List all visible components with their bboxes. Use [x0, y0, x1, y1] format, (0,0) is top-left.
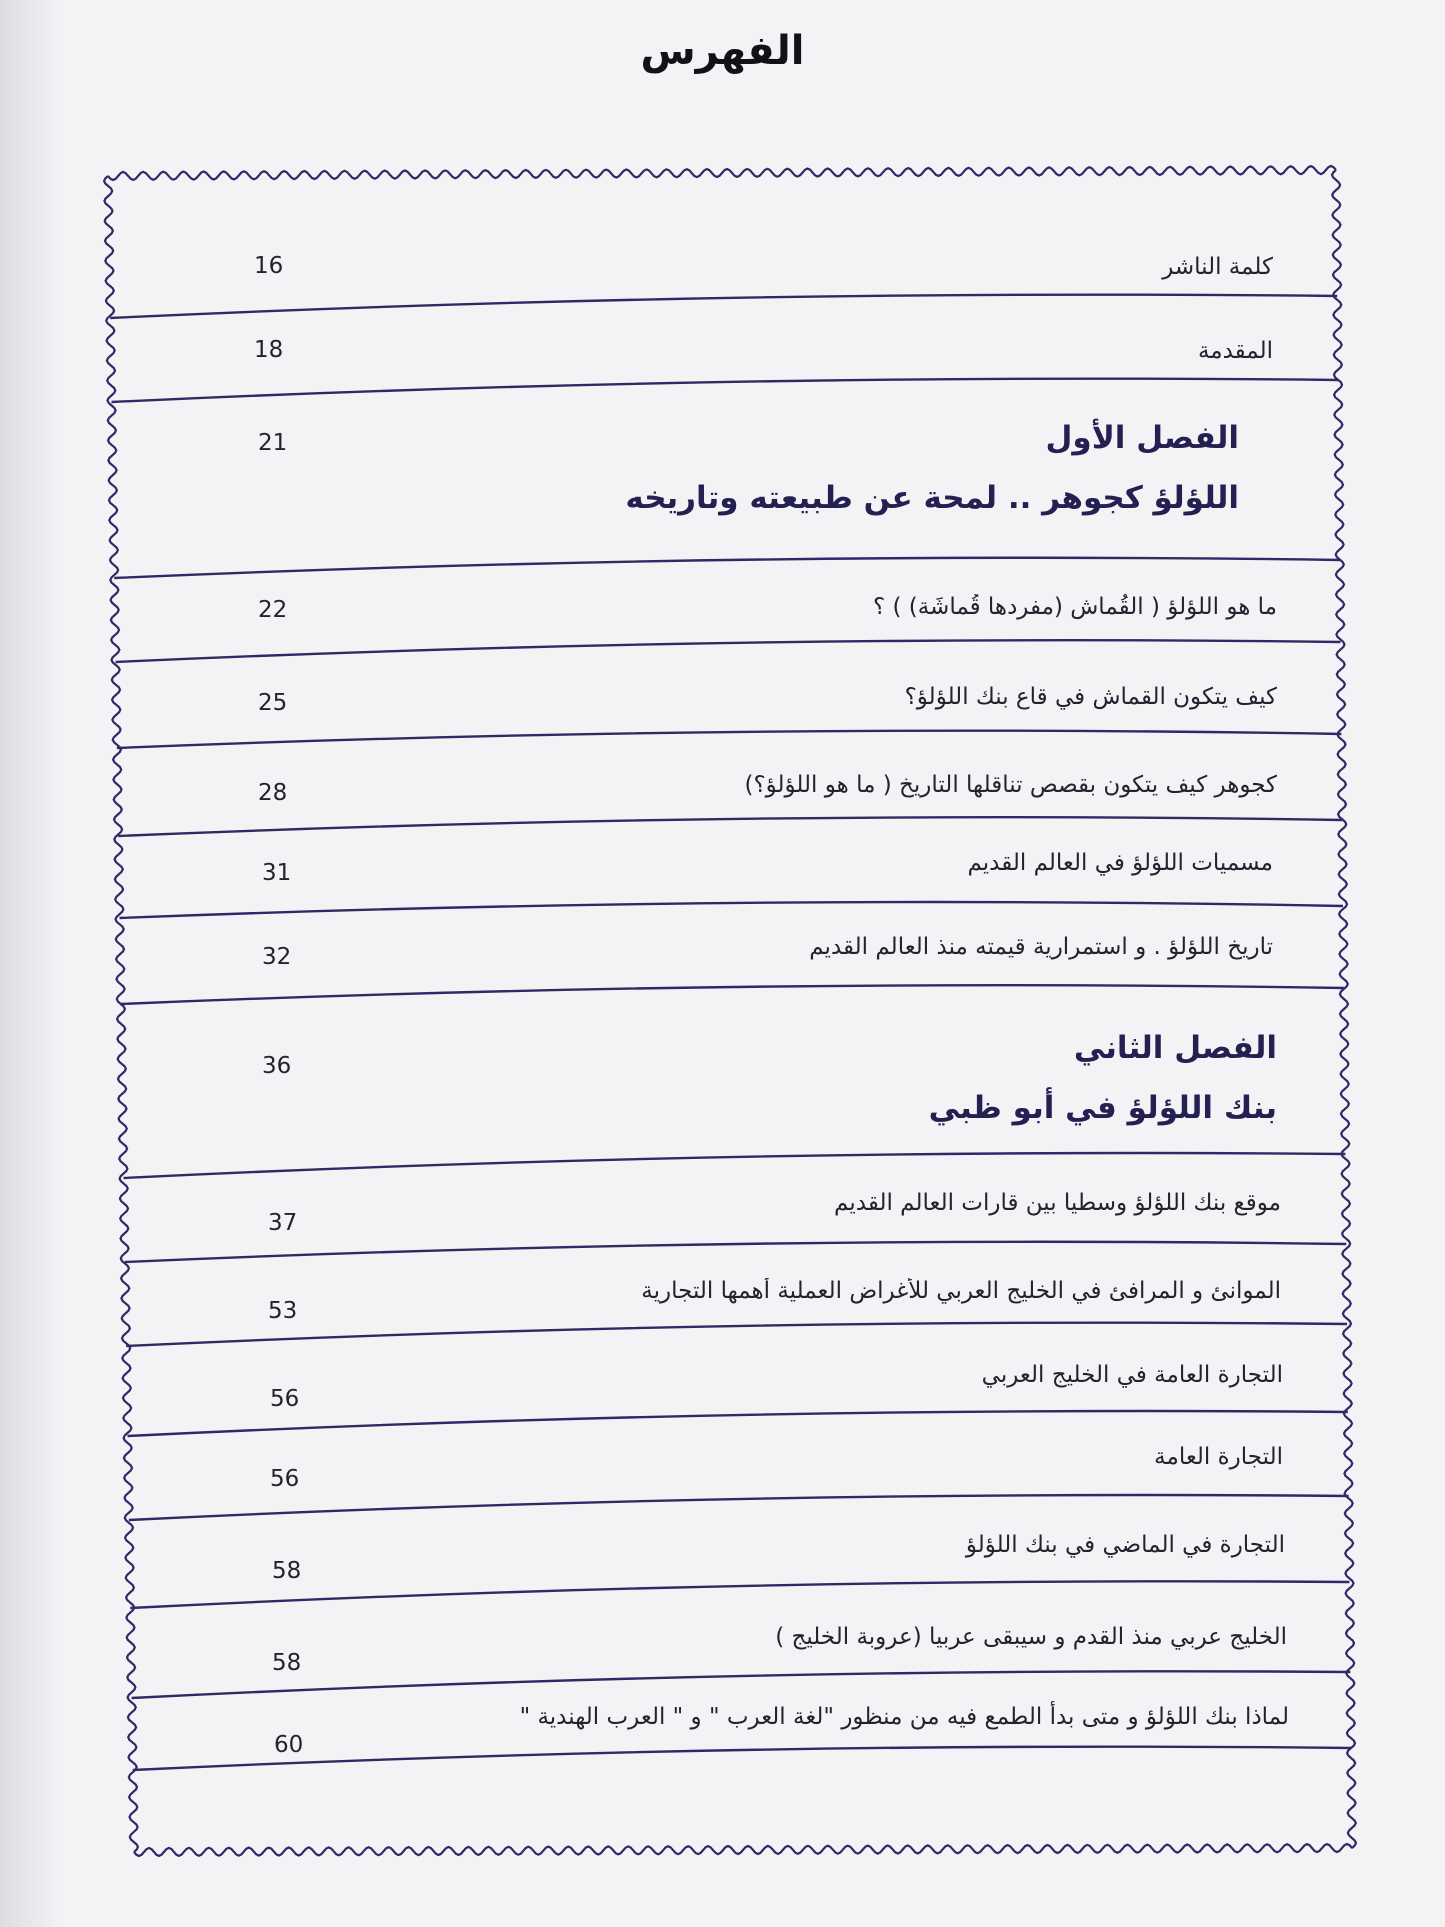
toc-entry-pearl-names[interactable]: مسميات اللؤلؤ في العالم القديم — [967, 850, 1273, 876]
row-divider — [130, 1581, 1349, 1608]
toc-page-number: 56 — [270, 1466, 300, 1492]
toc-page-number: 31 — [262, 860, 292, 886]
toc-page-number: 36 — [262, 1053, 292, 1079]
page-title: الفهرس — [640, 28, 805, 74]
toc-chapter-2-heading[interactable]: الفصل الثاني — [1073, 1030, 1277, 1066]
toc-page-number: 25 — [258, 690, 288, 716]
toc-entry-why-pearl-bank[interactable]: لماذا بنك اللؤلؤ و متى بدأ الطمع فيه من منظور "لغة العرب " و " العرب الهندية " — [519, 1704, 1289, 1730]
toc-entry-ports-harbors[interactable]: الموانئ و المرافئ في الخليج العربي للأغراض العملية أهمها التجارية — [641, 1278, 1281, 1304]
toc-page-number: 37 — [268, 1210, 298, 1236]
toc-page-number: 21 — [258, 430, 288, 456]
toc-page-number: 16 — [254, 253, 284, 279]
toc-entry-pearl-history[interactable]: تاريخ اللؤلؤ . و استمرارية قيمته منذ العالم القديم — [809, 934, 1273, 960]
toc-page-number: 58 — [272, 1650, 302, 1676]
row-divider — [117, 731, 1342, 748]
row-divider — [126, 1323, 1347, 1346]
toc-page-number: 53 — [268, 1298, 298, 1324]
row-divider — [120, 902, 1344, 918]
toc-page-number: 56 — [270, 1386, 300, 1412]
row-divider — [112, 379, 1338, 402]
toc-chapter-1-subtitle[interactable]: اللؤلؤ كجوهر .. لمحة عن طبيعته وتاريخه — [625, 480, 1239, 516]
toc-entry-what-is-pearl[interactable]: ما هو اللؤلؤ ( القُماش (مفردها قُماشَة) ) ؟ — [872, 594, 1277, 620]
toc-entry-pearl-stories[interactable]: كجوهر كيف يتكون بقصص تناقلها التاريخ ( ما هو اللؤلؤ؟) — [744, 772, 1277, 798]
toc-chapter-2-subtitle[interactable]: بنك اللؤلؤ في أبو ظبي — [928, 1090, 1277, 1126]
toc-page-number: 58 — [272, 1558, 302, 1584]
row-divider — [116, 640, 1341, 662]
row-divider — [118, 817, 1342, 836]
toc-chapter-1-heading[interactable]: الفصل الأول — [1045, 420, 1239, 456]
toc-page-number: 22 — [258, 597, 288, 623]
toc-page-number: 18 — [254, 337, 284, 363]
row-divider — [125, 1242, 1346, 1262]
toc-entry-introduction[interactable]: المقدمة — [1197, 338, 1273, 364]
toc-entry-general-trade[interactable]: التجارة العامة — [1154, 1444, 1283, 1470]
row-divider — [128, 1411, 1348, 1436]
toc-entry-general-trade-gulf[interactable]: التجارة العامة في الخليج العربي — [981, 1362, 1283, 1388]
row-divider — [129, 1495, 1349, 1520]
row-divider — [114, 558, 1339, 578]
toc-entry-pearl-formation[interactable]: كيف يتكون القماش في قاع بنك اللؤلؤ؟ — [904, 684, 1277, 710]
row-divider — [124, 1153, 1346, 1178]
row-divider — [110, 295, 1337, 318]
row-divider — [121, 985, 1344, 1004]
toc-page-number: 28 — [258, 780, 288, 806]
toc-entry-publisher-word[interactable]: كلمة الناشر — [1162, 254, 1273, 280]
toc-page-number: 32 — [262, 944, 292, 970]
toc-entry-bank-location[interactable]: موقع بنك اللؤلؤ وسطيا بين قارات العالم القديم — [834, 1190, 1281, 1216]
toc-entry-past-trade[interactable]: التجارة في الماضي في بنك اللؤلؤ — [965, 1532, 1285, 1558]
toc-page-number: 60 — [274, 1732, 304, 1758]
toc-entry-arab-gulf[interactable]: الخليج عربي منذ القدم و سيبقى عربيا (عروبة الخليج ) — [775, 1624, 1287, 1650]
